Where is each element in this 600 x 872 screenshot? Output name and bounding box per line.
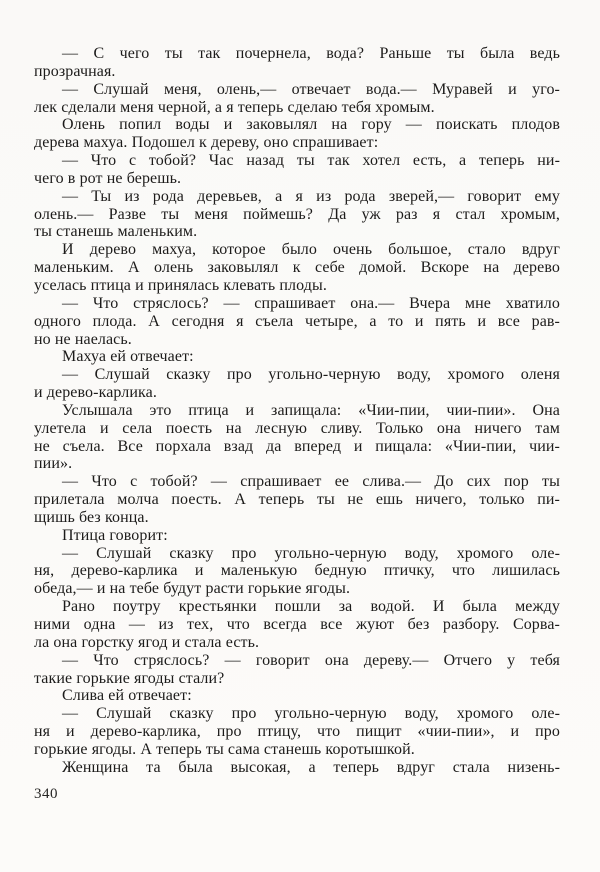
text-line: — Что с тобой? — спрашивает ее слива.— До сих пор ты xyxy=(62,473,560,491)
text-line: ты станешь маленьким. xyxy=(34,223,198,241)
text-line: ня, дерево-карлика и маленькую бедную птичку, что лишилась xyxy=(34,562,560,580)
text-line: Птица говорит: xyxy=(62,526,168,544)
text-line: — Слушай сказку про угольно-черную воду, хромого оле- xyxy=(62,705,560,723)
text-line: — Слушай меня, олень,— отвечает вода.— Муравей и уго- xyxy=(62,80,560,98)
paragraph xyxy=(34,348,560,366)
paragraph xyxy=(34,598,560,652)
text-line: ними одна — из тех, что всегда все жуют без разбору. Сорва- xyxy=(34,616,560,633)
text-line: Женщина та была высокая, а теперь вдруг стала низень- xyxy=(62,758,560,776)
text-line: ла она горстку ягод и стала есть. xyxy=(34,633,260,651)
text-line: — Что стряслось? — спрашивает она.— Вчера мне хватило xyxy=(62,294,560,312)
text-line: и дерево-карлика. xyxy=(34,384,157,402)
text-line: — Слушай сказку про угольно-черную воду, хромого оле- xyxy=(62,544,560,562)
text-line: Олень попил воды и заковылял на гору — поискать плодов xyxy=(62,116,560,134)
text-line: — Слушай сказку про угольно-черную воду, хромого оленя xyxy=(62,366,560,384)
paragraph xyxy=(34,295,560,349)
text-line: маленьким. А олень заковылял к себе домой. Вскоре на дерево xyxy=(34,259,560,277)
text-line: обеда,— и на тебе будут расти горькие ягоды. xyxy=(34,580,351,598)
paragraph xyxy=(34,152,560,188)
paragraph xyxy=(34,652,560,688)
text-line: но не наелась. xyxy=(34,330,132,348)
text-line: — С чего ты так почернела, вода? Раньше ты была ведь xyxy=(62,45,560,62)
text-line: Слива ей отвечает: xyxy=(62,687,192,705)
text-line: — Что с тобой? Час назад ты так хотел есть, а теперь ни- xyxy=(62,152,560,170)
paragraph xyxy=(34,402,560,473)
paragraph xyxy=(34,116,560,152)
paragraph xyxy=(34,545,560,599)
text-line: Услышала это птица и запищала: «Чии-пии, чии-пии». Она xyxy=(62,401,560,419)
page-text xyxy=(34,45,560,777)
paragraph xyxy=(34,759,560,777)
paragraph xyxy=(34,366,560,402)
text-line: уселась птица и принялась клевать плоды. xyxy=(34,276,327,294)
text-line: горькие ягоды. А теперь ты сама станешь коротышкой. xyxy=(34,740,415,758)
text-line: олень.— Разве ты меня поймешь? Да уж раз я стал хромым, xyxy=(34,205,560,223)
text-line: ня и дерево-карлика, про птицу, что пищит «чии-пии», и про xyxy=(34,723,560,741)
paragraph xyxy=(34,687,560,705)
paragraph xyxy=(34,473,560,527)
paragraph xyxy=(34,241,560,295)
text-line: прилетала молча поесть. А теперь ты не ешь ничего, только пи- xyxy=(34,491,560,509)
text-line: улетела и села поесть на лесную сливу. Только она ничего там xyxy=(34,419,560,437)
text-line: чего в рот не берешь. xyxy=(34,169,182,187)
text-line: Рано поутру крестьянки пошли за водой. И была между xyxy=(62,598,560,616)
text-line: Махуа ей отвечает: xyxy=(62,348,194,366)
text-line: лек сделали меня черной, а я теперь сделаю тебя хромым. xyxy=(34,98,435,116)
text-line: И дерево махуа, которое было очень большое, стало вдруг xyxy=(62,241,560,259)
paragraph xyxy=(34,705,560,759)
text-line: прозрачная. xyxy=(34,62,116,80)
text-line: такие горькие ягоды стали? xyxy=(34,669,225,687)
text-line: пии». xyxy=(34,455,73,473)
text-line: не съела. Все порхала взад да вперед и пищала: «Чии-пии, чии- xyxy=(34,437,560,455)
text-line: — Ты из рода деревьев, а я из рода зверей,— говорит ему xyxy=(62,187,560,205)
paragraph xyxy=(34,188,560,242)
paragraph xyxy=(34,81,560,117)
text-line: щишь без конца. xyxy=(34,508,149,526)
paragraph xyxy=(34,527,560,545)
page-number: 340 xyxy=(34,785,58,802)
text-line: дерева махуа. Подошел к дереву, оно спрашивает: xyxy=(34,134,379,152)
text-line: одного плода. А сегодня я съела четыре, а то и пять и все рав- xyxy=(34,312,560,330)
paragraph xyxy=(34,45,560,81)
text-line: — Что стряслось? — говорит она дереву.— Отчего у тебя xyxy=(62,651,560,669)
